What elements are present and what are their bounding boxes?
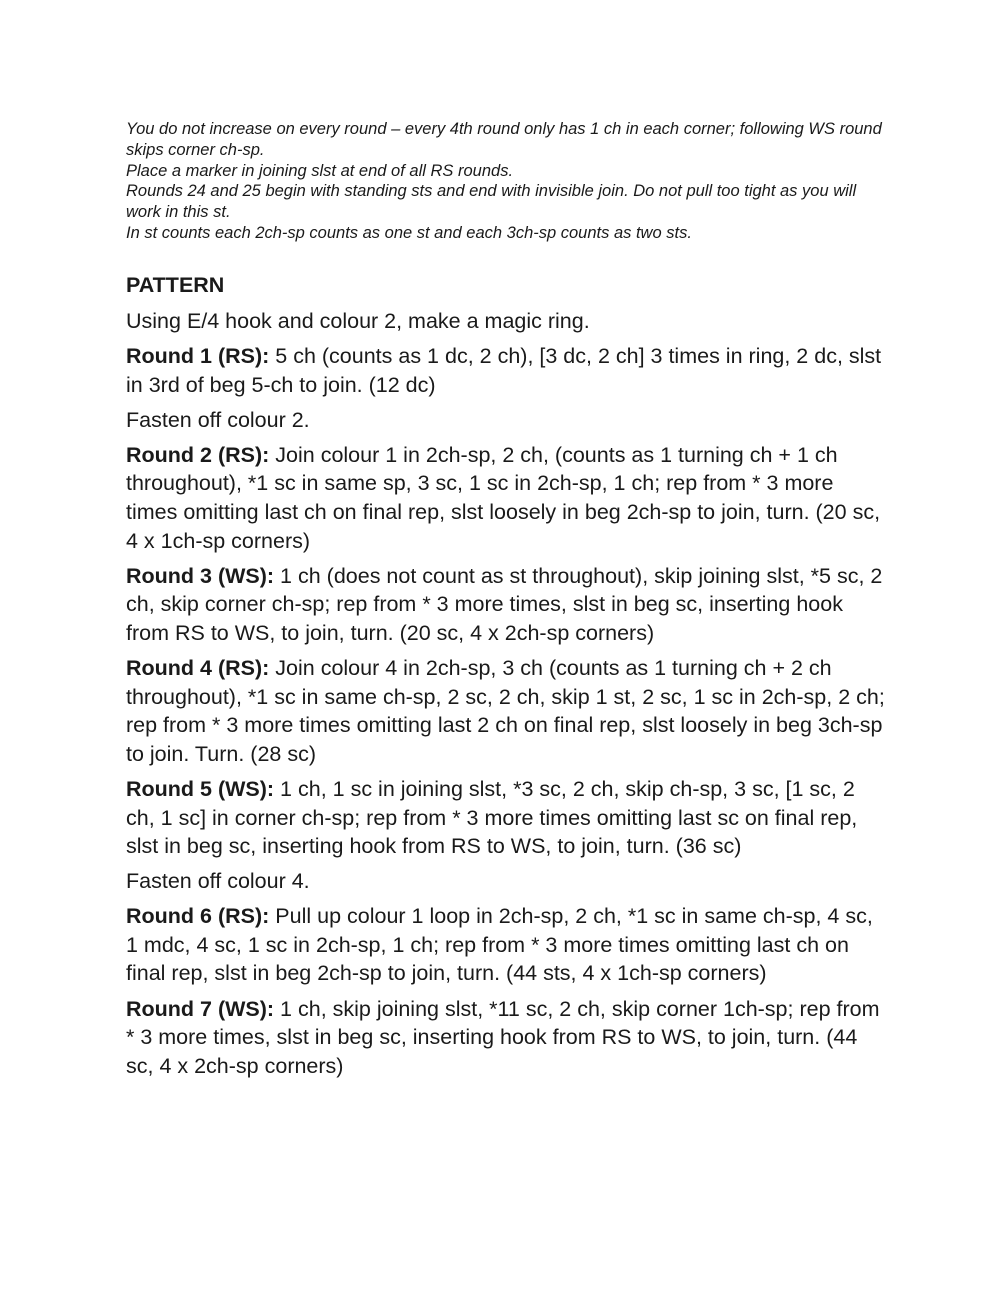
round-1 bbox=[126, 342, 886, 399]
fasten-off-colour-2: Fasten off colour 2. bbox=[126, 407, 310, 432]
pattern-intro: Using E/4 hook and colour 2, make a magic ring. bbox=[126, 309, 590, 333]
round-7-text: 1 ch, skip joining slst, *11 sc, 2 ch, skip corner 1ch-sp; rep from * 3 more times, slst in beg sc, inserting hook from RS to WS, to join, turn. (44 sc, 4 x 2ch-sp corners) bbox=[126, 996, 880, 1078]
round-1-label: Round 1 (RS): bbox=[126, 344, 270, 369]
round-3-text: 1 ch (does not count as st throughout), skip joining slst, *5 sc, 2 ch, skip corner ch-sp; rep from * 3 more times, slst in beg sc, inserting hook from RS to WS, to join, turn. (20 sc, 4 x 2ch-sp corners) bbox=[126, 563, 883, 645]
round-3 bbox=[126, 562, 886, 648]
fasten-off-colour-4: Fasten off colour 4. bbox=[126, 869, 310, 894]
round-5-text: 1 ch, 1 sc in joining slst, *3 sc, 2 ch, skip ch-sp, 3 sc, [1 sc, 2 ch, 1 sc] in corner ch-sp; rep from * 3 more times omitting last sc on final rep, slst in beg sc, inserting hook from RS to WS, to join, turn. (36 sc) bbox=[126, 776, 858, 859]
round-6 bbox=[126, 902, 886, 988]
round-2-label: Round 2 (RS): bbox=[126, 442, 270, 467]
round-3-label: Round 3 (WS): bbox=[126, 563, 275, 588]
pattern-body bbox=[126, 307, 886, 1087]
round-6-label: Round 6 (RS): bbox=[126, 904, 270, 929]
note-increase: You do not increase on every round – every 4th round only has 1 ch in each corner; following WS round skips corner ch-sp. bbox=[126, 120, 882, 159]
round-4 bbox=[126, 654, 886, 768]
round-4-text: Join colour 4 in 2ch-sp, 3 ch (counts as 1 turning ch + 2 ch throughout), *1 sc in same ch-sp, 2 sc, 2 ch, skip 1 st, 2 sc, 1 sc in 2ch-sp, 2 ch; rep from * 3 more times omitting last 2 ch on final rep, slst loosely in beg 3ch-sp to join. Turn. (28 sc) bbox=[126, 656, 885, 766]
note-standing-sts: Rounds 24 and 25 begin with standing sts and end with invisible join. Do not pull too tight as you will work in this st. bbox=[126, 182, 857, 222]
round-6-text: Pull up colour 1 loop in 2ch-sp, 2 ch, *1 sc in same ch-sp, 4 sc, 1 mdc, 4 sc, 1 sc in 2ch-sp, 1 ch; rep from * 3 more times omitting last ch on final rep, slst in beg 2ch-sp to join, turn. (44 sts, 4 x 1ch-sp corners) bbox=[126, 904, 873, 986]
note-marker: Place a marker in joining slst at end of all RS rounds. bbox=[126, 161, 514, 180]
round-4-label: Round 4 (RS): bbox=[126, 656, 270, 681]
round-7-label: Round 7 (WS): bbox=[126, 996, 275, 1021]
note-st-counts: In st counts each 2ch-sp counts as one st and each 3ch-sp counts as two sts. bbox=[126, 223, 692, 242]
round-1-text: 5 ch (counts as 1 dc, 2 ch), [3 dc, 2 ch] 3 times in ring, 2 dc, slst in 3rd of beg 5-ch to join. (12 dc) bbox=[126, 344, 882, 397]
round-7 bbox=[126, 995, 886, 1081]
round-5-label: Round 5 (WS): bbox=[126, 776, 275, 801]
round-2-text: Join colour 1 in 2ch-sp, 2 ch, (counts as 1 turning ch + 1 ch throughout), *1 sc in same sp, 3 sc, 1 sc in 2ch-sp, 1 ch; rep from * 3 more times omitting last ch on final rep, slst loosely in beg 2ch-sp to join, turn. (20 sc, 4 x 1ch-sp corners) bbox=[126, 442, 881, 553]
pattern-heading: PATTERN bbox=[126, 273, 225, 297]
round-5 bbox=[126, 775, 886, 861]
pattern-notes bbox=[126, 119, 886, 244]
round-2 bbox=[126, 441, 886, 555]
